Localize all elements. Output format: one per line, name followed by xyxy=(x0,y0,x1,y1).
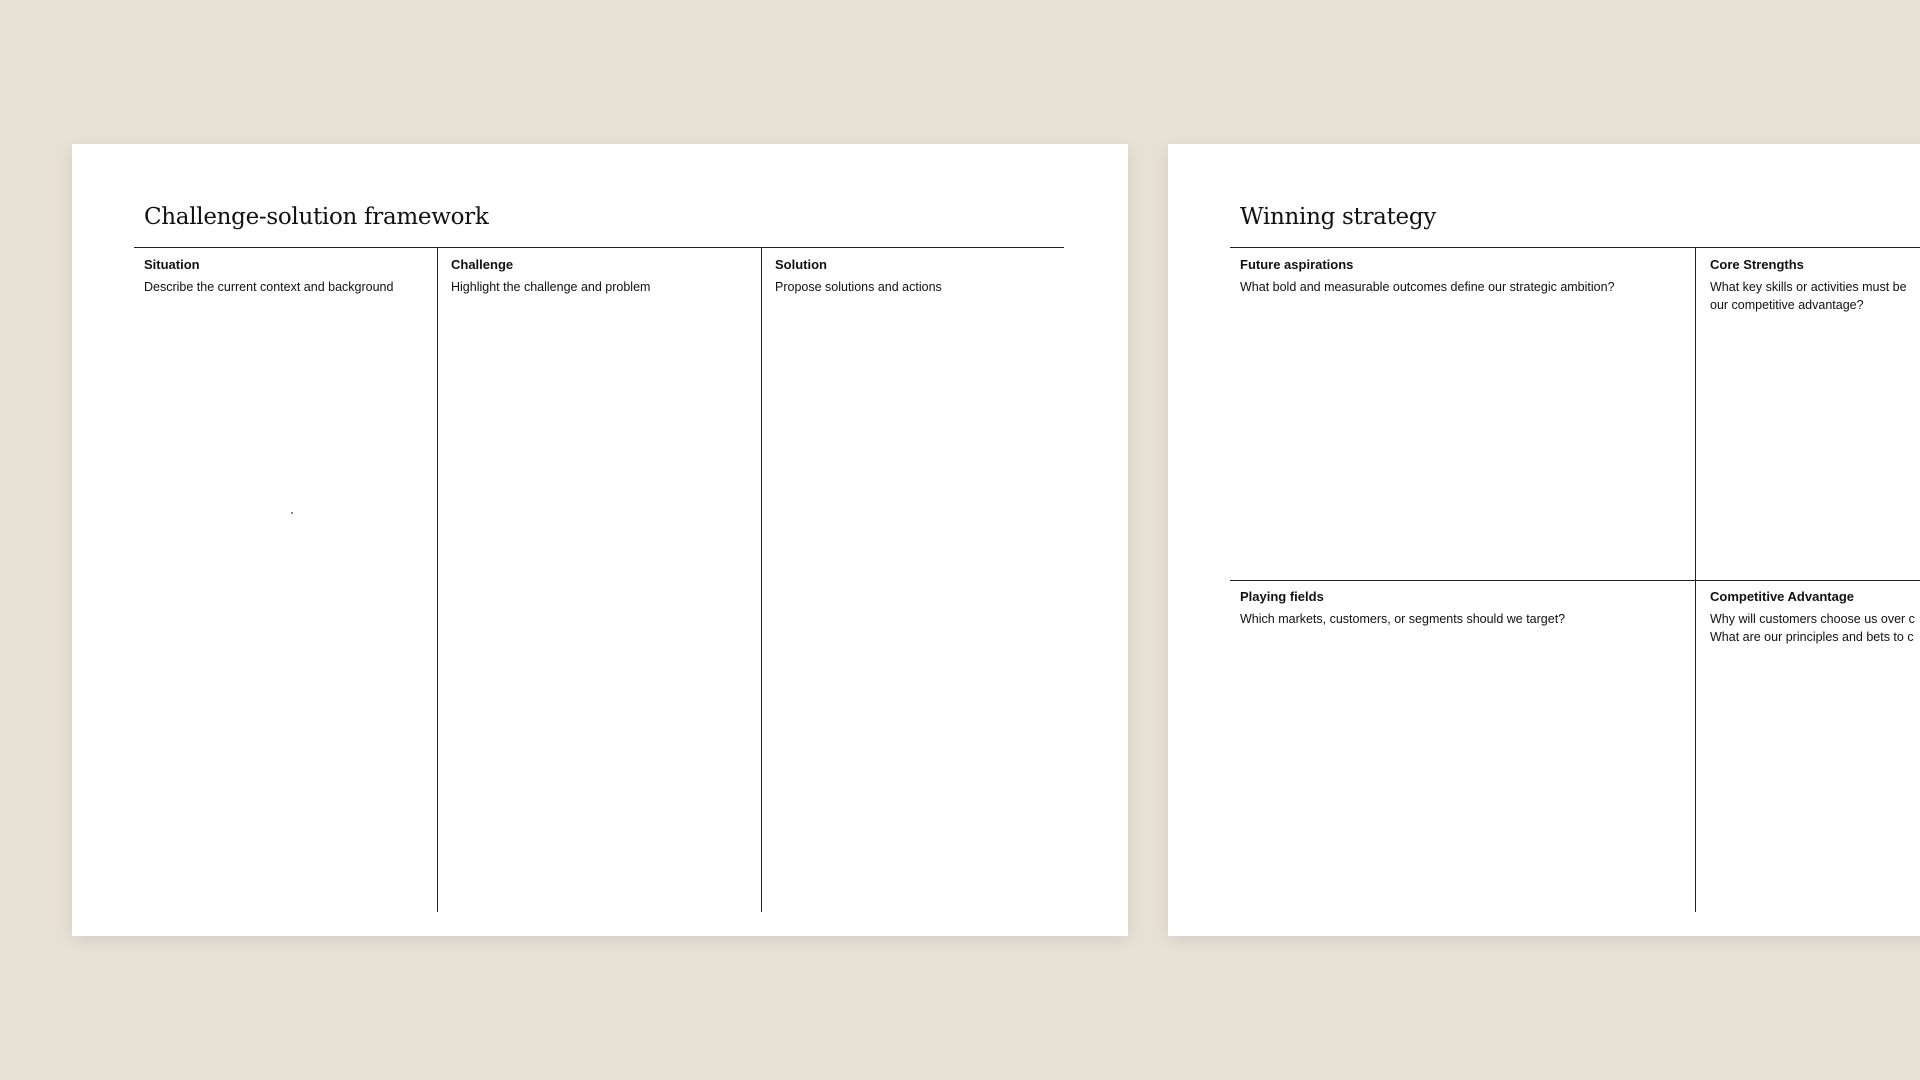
cell-prompt: Highlight the challenge and problem xyxy=(451,280,651,294)
cell-prompt: Describe the current context and background xyxy=(144,280,394,294)
cell-future-aspirations[interactable] xyxy=(1240,257,1680,296)
cell-heading: Situation xyxy=(144,257,200,272)
cell-challenge[interactable] xyxy=(451,257,751,296)
slide-title: Winning strategy xyxy=(1240,204,1436,230)
cell-prompt: Propose solutions and actions xyxy=(775,280,942,294)
cell-heading: Future aspirations xyxy=(1240,257,1354,272)
cell-core-strengths[interactable] xyxy=(1710,257,1920,314)
cell-prompt: Why will customers choose us over c What are our principles and bets to c xyxy=(1710,612,1915,644)
cell-prompt: What bold and measurable outcomes define our strategic ambition? xyxy=(1240,280,1615,294)
slide-challenge-solution[interactable] xyxy=(72,144,1128,936)
cell-situation[interactable] xyxy=(144,257,429,296)
framework-table xyxy=(134,247,1064,912)
cell-heading: Core Strengths xyxy=(1710,257,1804,272)
cell-heading: Solution xyxy=(775,257,827,272)
strategy-table xyxy=(1230,247,1920,912)
cell-prompt: Which markets, customers, or segments should we target? xyxy=(1240,612,1566,626)
cell-heading: Playing fields xyxy=(1240,589,1324,604)
cell-heading: Competitive Advantage xyxy=(1710,589,1854,604)
cell-heading: Challenge xyxy=(451,257,514,272)
cell-prompt: What key skills or activities must be our competitive advantage? xyxy=(1710,280,1907,312)
column-divider xyxy=(761,248,762,912)
stray-dot xyxy=(291,512,293,514)
slide-winning-strategy[interactable] xyxy=(1168,144,1920,936)
row-divider xyxy=(1230,580,1920,581)
cell-competitive-advantage[interactable] xyxy=(1710,589,1920,646)
column-divider xyxy=(437,248,438,912)
slide-title: Challenge-solution framework xyxy=(144,204,489,230)
cell-solution[interactable] xyxy=(775,257,1055,296)
cell-playing-fields[interactable] xyxy=(1240,589,1680,628)
